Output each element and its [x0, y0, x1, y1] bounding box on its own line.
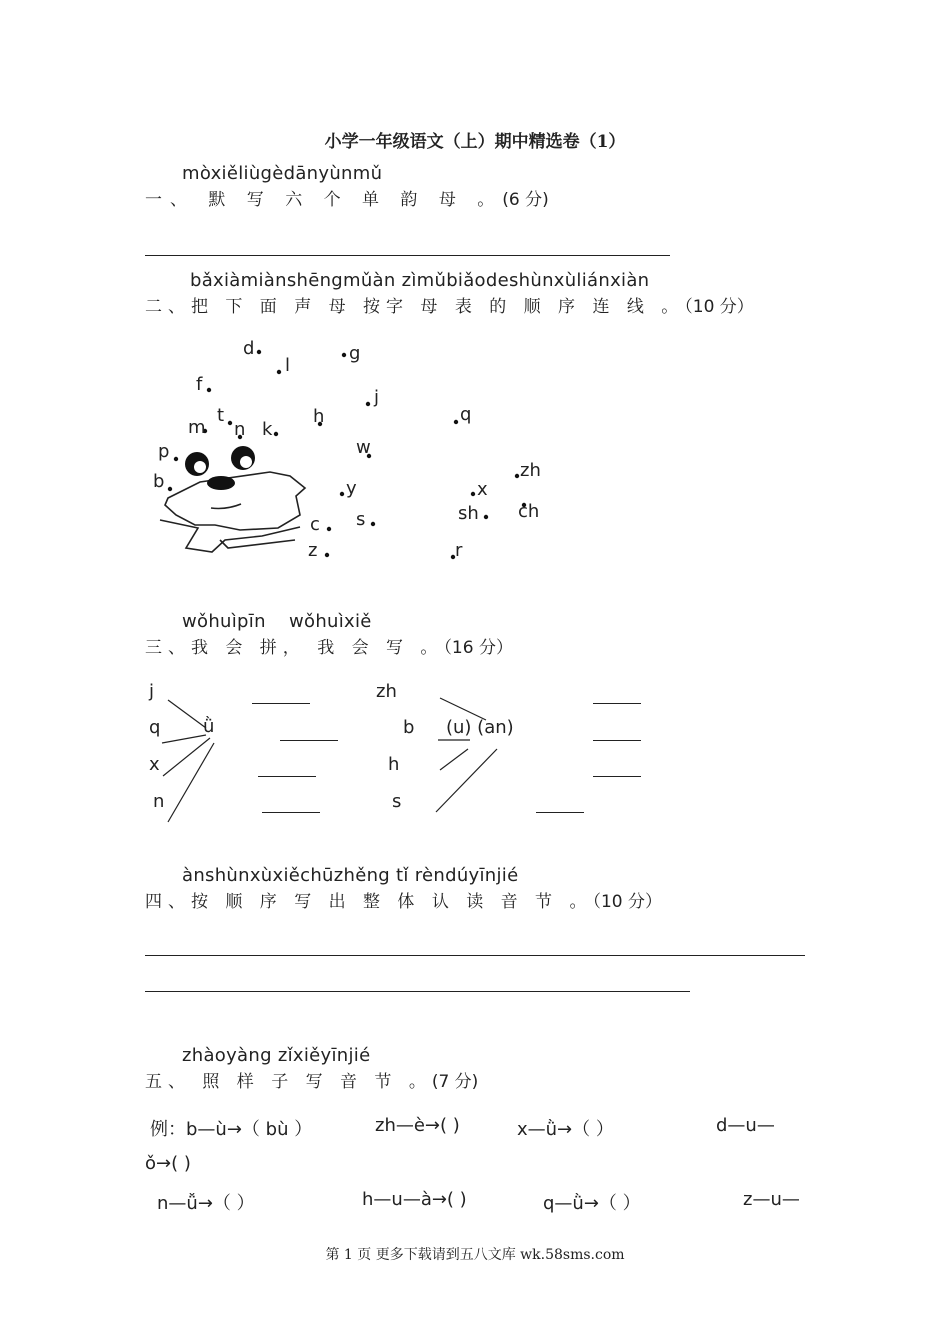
letter-n: n	[234, 419, 246, 440]
q1-pinyin: mòxiěliùgèdānyùnmǔ	[182, 163, 383, 184]
q3-blank-2[interactable]	[280, 740, 338, 741]
q3-blank-1[interactable]	[252, 703, 310, 704]
letter-x: x	[477, 479, 488, 500]
page-footer: 第 1 页 更多下载请到五八文库 wk.58sms.com	[325, 1247, 625, 1263]
letter-t: t	[217, 405, 225, 426]
letter-c: c	[310, 514, 320, 535]
q3-blank-4[interactable]	[262, 812, 320, 813]
q3-heading: 三、我 会 拼， 我 会 写 。（16 分）	[145, 638, 513, 658]
q3-blank-7[interactable]	[593, 776, 641, 777]
letter-w: w	[356, 437, 371, 458]
letter-f: f	[196, 374, 203, 395]
q5-item-z-u[interactable]: z—u—	[743, 1189, 800, 1210]
q3-initial-s: s	[392, 791, 402, 812]
letter-ch: ch	[518, 501, 540, 522]
q3-blank-6[interactable]	[593, 740, 641, 741]
letter-y: y	[346, 478, 357, 499]
q3-pinyin-1: wǒhuìpīn	[182, 611, 266, 632]
letter-z: z	[308, 540, 318, 561]
q1-heading: 一、 默 写 六 个 单 韵 母 。(6 分)	[145, 190, 549, 210]
q4-answer-line-2[interactable]	[145, 991, 690, 992]
q5-pinyin: zhàoyàng zǐxiěyīnjié	[182, 1045, 371, 1066]
q3-initial-n: n	[153, 791, 165, 812]
q4-heading: 四、按 顺 序 写 出 整 体 认 读 音 节 。（10 分）	[145, 892, 662, 912]
q5-item-q-u[interactable]: q—ǜ→（ ）	[543, 1193, 641, 1214]
q3-initial-q: q	[149, 717, 161, 738]
q4-pinyin: ànshùnxùxiěchūzhěng tǐ rèndúyīnjié	[182, 865, 519, 886]
q3-blank-5[interactable]	[593, 703, 641, 704]
q3-initial-h: h	[388, 754, 400, 775]
q5-item-n-u[interactable]: n—ǚ→（ ）	[157, 1193, 255, 1214]
q5-item-x-u[interactable]: x—ǜ→（ ）	[517, 1119, 614, 1140]
q5-item-zh-e[interactable]: zh—è→( )	[375, 1115, 460, 1136]
letter-k: k	[262, 419, 273, 440]
q5-heading: 五、 照 样 子 写 音 节 。(7 分)	[145, 1072, 479, 1092]
q3-pinyin-2: wǒhuìxiě	[289, 611, 372, 632]
letter-d: d	[243, 338, 255, 359]
q5-item-d-u-o-start[interactable]: d—u—	[716, 1115, 775, 1136]
letter-r: r	[455, 540, 463, 561]
q5-item-h-u-a[interactable]: h—u—à→( )	[362, 1189, 467, 1210]
page-title: 小学一年级语文（上）期中精选卷（1）	[324, 132, 626, 152]
q3-blank-3[interactable]	[258, 776, 316, 777]
q3-initial-b: b	[403, 717, 415, 738]
letter-g: g	[349, 343, 361, 364]
letter-zh: zh	[520, 460, 541, 481]
letter-l: l	[285, 355, 291, 376]
letter-m: m	[188, 417, 206, 438]
q3-initial-x: x	[149, 754, 160, 775]
letter-sh: sh	[458, 503, 479, 524]
q3-initial-zh: zh	[376, 681, 397, 702]
q3-finals-u-an: (u) (an)	[446, 717, 514, 738]
letter-q: q	[460, 404, 472, 425]
letter-h: h	[313, 406, 325, 427]
q3-initial-j: j	[149, 681, 155, 702]
q3-final-u: ǜ	[203, 716, 215, 737]
q3-blank-8[interactable]	[536, 812, 584, 813]
letter-p: p	[158, 441, 170, 462]
q2-pinyin: bǎxiàmiànshēngmǔàn zìmǔbiǎodeshùnxùliánxiàn	[190, 270, 650, 291]
q5-example: 例：b—ù→（ bù ）	[150, 1119, 313, 1140]
q5-item-d-u-o-end[interactable]: ǒ→( )	[145, 1153, 191, 1174]
q4-answer-line-1[interactable]	[145, 955, 805, 956]
letter-b: b	[153, 471, 165, 492]
q2-heading: 二、把 下 面 声 母 按字 母 表 的 顺 序 连 线 。（10 分）	[145, 297, 754, 317]
letter-s: s	[356, 509, 366, 530]
letter-j: j	[374, 387, 380, 408]
